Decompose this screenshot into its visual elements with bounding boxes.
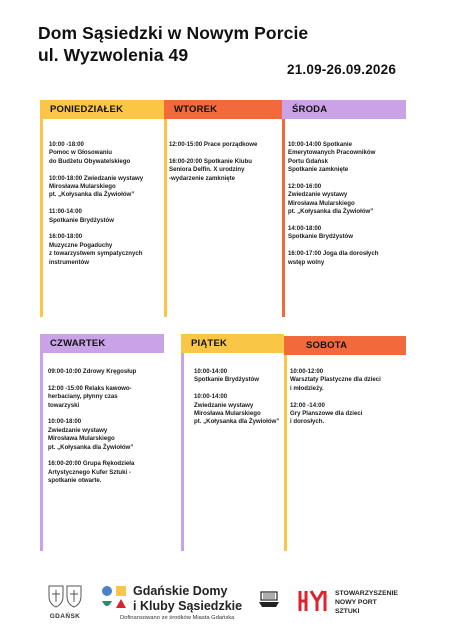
entries-saturday bbox=[290, 368, 406, 435]
entries-monday bbox=[49, 141, 161, 275]
association-line-3: SZTUKI bbox=[335, 608, 360, 615]
gdansk-logo bbox=[40, 584, 90, 620]
title-line-1: Dom Sąsiedzki w Nowym Porcie bbox=[38, 23, 309, 43]
event-entry: 10:00-18:00 Zwiedzanie wystawy Mirosława Mularskiego pt. „Kołysanka dla Żywiołów” bbox=[48, 418, 134, 451]
entries-tuesday bbox=[169, 141, 279, 191]
gdansk-logo-text: GDAŃSK bbox=[49, 613, 81, 620]
column-divider-tuesday bbox=[164, 119, 167, 317]
association-line-1: STOWARZYSZENIE bbox=[335, 590, 398, 597]
funding-note: Dofinansowano ze środków Miasta Gdańska bbox=[120, 615, 235, 621]
event-entry: 10:00-18:00 Zwiedzanie wystawy Mirosława Mularskiego pt. „Kołysanka dla Żywiołów” bbox=[49, 174, 144, 199]
date-range: 21.09-26.09.2026 bbox=[287, 62, 397, 77]
gdk-logo-line-2: i Kluby Sąsiedzkie bbox=[133, 599, 243, 613]
event-entry: 12:00 -15:00 Relaks kawowo- herbaciany, płynny czas towarzyski bbox=[48, 384, 132, 409]
column-divider-wednesday bbox=[282, 119, 285, 317]
event-entry: 16:00-20:00 Spotkanie Klubu Seniora Delfin. X urodziny -wydarzenie zamknięte bbox=[169, 157, 252, 182]
ship-icon bbox=[258, 588, 280, 610]
day-header-friday: PIĄTEK bbox=[181, 334, 284, 353]
event-entry: 10:00-14:00 Spotkanie Emerytowanych Pracowników Portu Gdańsk Spotkanie zamknięte bbox=[288, 141, 376, 174]
gdk-logo-line-1: Gdańskie Domy bbox=[133, 584, 228, 598]
entries-wednesday bbox=[288, 141, 406, 275]
day-header-monday: PONIEDZIAŁEK bbox=[40, 100, 164, 119]
entries-thursday bbox=[48, 368, 178, 494]
association-mark-icon bbox=[297, 588, 329, 614]
event-entry: 10:00-12:00 Warsztaty Plastyczne dla dzieci i młodzieży. bbox=[290, 368, 381, 392]
event-entry: 12:00-15:00 Prace porządkowe bbox=[169, 141, 258, 148]
gdk-mark-icon bbox=[100, 584, 128, 612]
event-entry: 12:00 -14:00 Gry Planszowe dla dzieci i dorosłych. bbox=[290, 401, 363, 426]
entries-friday bbox=[194, 368, 284, 435]
event-entry: 10:00 -18:00 Pomoc w Głosowaniu do Budżetu Obywatelskiego bbox=[49, 141, 131, 165]
gdk-logo bbox=[100, 584, 250, 614]
port-logo bbox=[258, 588, 280, 615]
column-divider-monday bbox=[40, 119, 43, 317]
event-entry: 16:00-20:00 Grupa Rękodzieła Artystycznego Kufer Sztuki - spotkanie otwarte. bbox=[48, 460, 135, 485]
association-logo bbox=[297, 588, 417, 618]
event-entry: 14:00-18:00 Spotkanie Brydżystów bbox=[288, 225, 354, 241]
column-divider-friday bbox=[181, 353, 184, 551]
column-divider-thursday bbox=[40, 353, 43, 551]
association-line-2: NOWY PORT bbox=[335, 599, 377, 606]
day-header-tuesday: WTOREK bbox=[164, 100, 282, 119]
gdansk-crest-icon bbox=[45, 584, 85, 608]
event-entry: 10:00-14:00 Spotkanie Brydżystów bbox=[194, 368, 260, 384]
day-header-wednesday: ŚRODA bbox=[282, 100, 406, 119]
event-entry: 16:00-17:00 Joga dla dorosłych wstęp wolny bbox=[288, 250, 379, 266]
event-entry: 09:00-10:00 Zdrowy Kręgosłup bbox=[48, 368, 137, 375]
event-entry: 16:00-18:00 Muzyczne Pogaduchy z towarzystwem sympatycznych instrumentów bbox=[49, 233, 143, 266]
column-divider-saturday bbox=[284, 355, 287, 551]
event-entry: 11:00-14:00 Spotkanie Brydżystów bbox=[49, 208, 115, 224]
day-header-thursday: CZWARTEK bbox=[40, 334, 164, 353]
day-header-saturday: SOBOTA bbox=[284, 336, 406, 355]
title-line-2: ul. Wyzwolenia 49 bbox=[38, 45, 189, 65]
page-title bbox=[38, 22, 308, 66]
event-entry: 10:00-14:00 Zwiedzanie wystawy Mirosława Mularskiego pt. „Kołysanka dla Żywiołów” bbox=[194, 393, 280, 426]
event-entry: 12:00-16:00 Zwiedzanie wystawy Mirosława Mularskiego pt. „Kołysanka dla Żywiołów” bbox=[288, 183, 374, 216]
